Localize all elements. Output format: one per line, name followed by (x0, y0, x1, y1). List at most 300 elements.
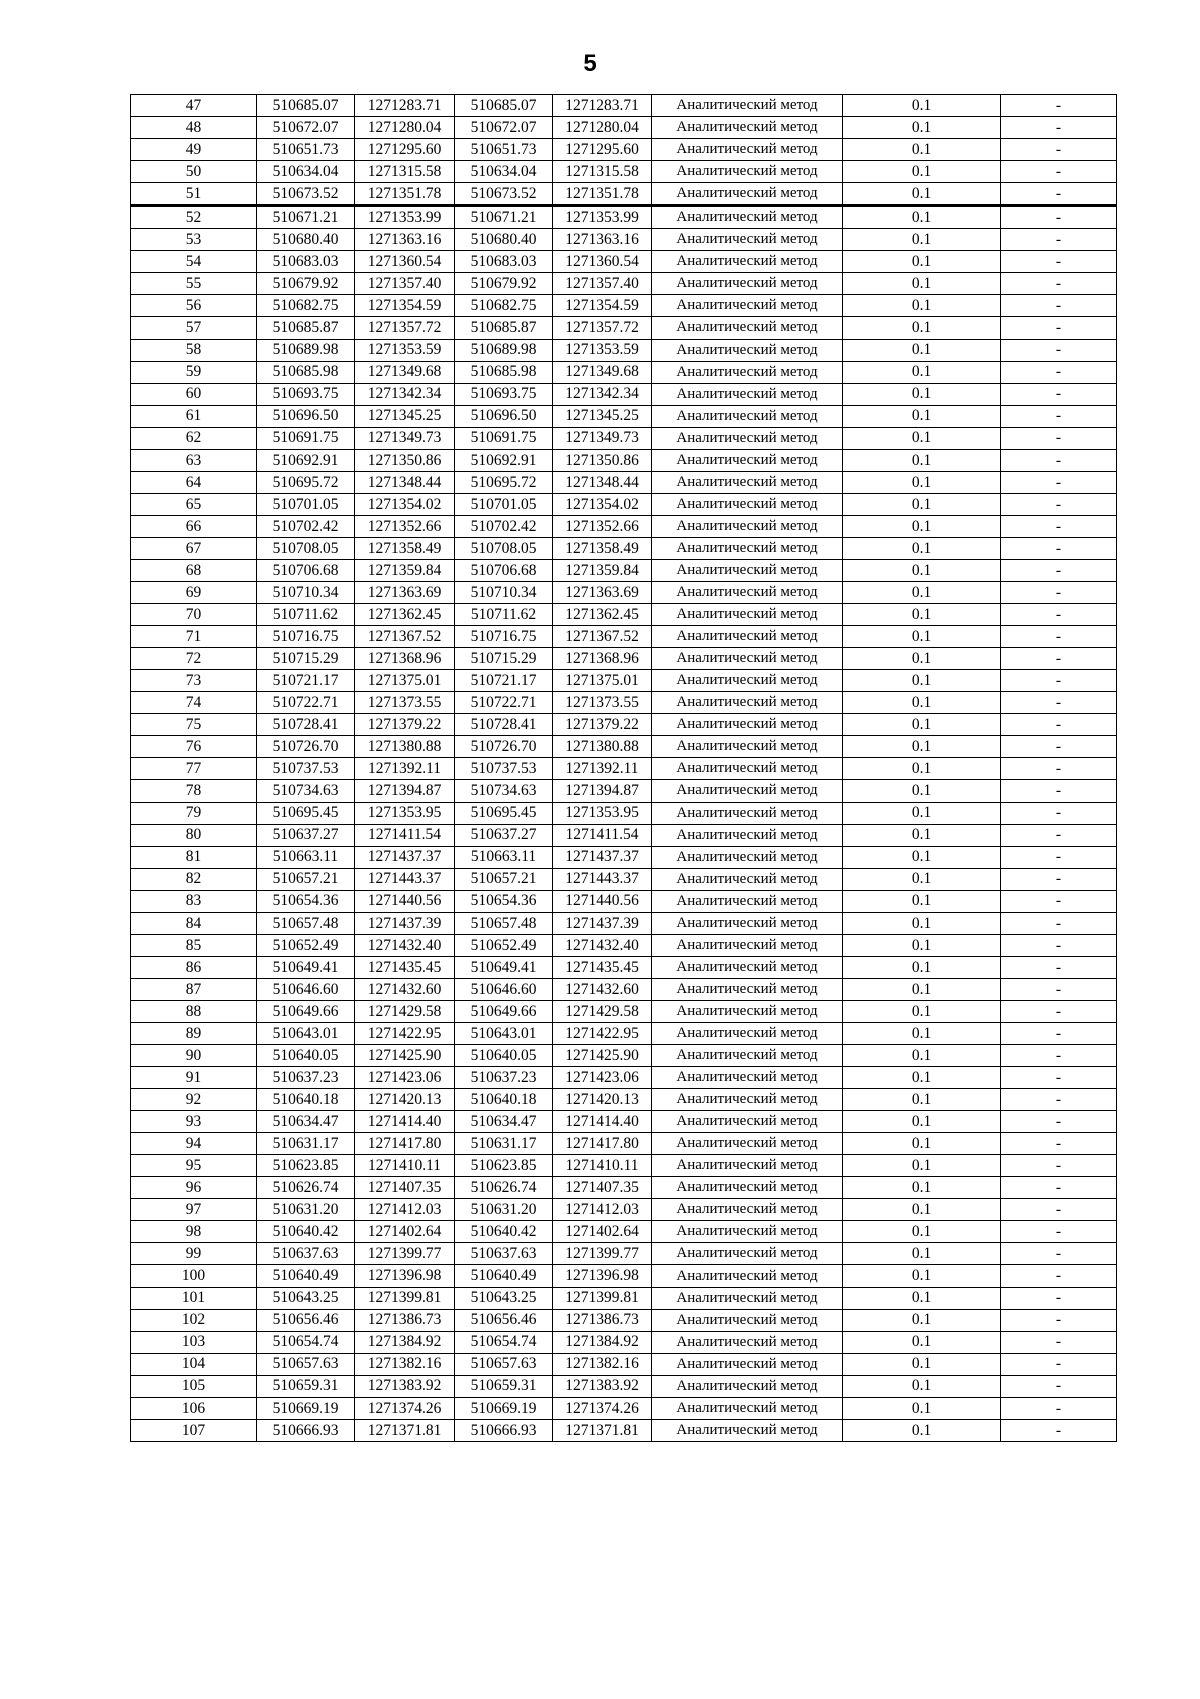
x-cell: 510656.46 (455, 1309, 553, 1331)
y-cell: 1271357.40 (355, 273, 455, 295)
point-number-cell: 53 (131, 229, 257, 251)
point-number-cell: 103 (131, 1331, 257, 1353)
y-cell: 1271386.73 (553, 1309, 652, 1331)
x-cell: 510631.20 (455, 1199, 553, 1221)
y-cell: 1271349.68 (553, 361, 652, 383)
x-cell: 510679.92 (455, 273, 553, 295)
precision-cell: 0.1 (843, 692, 1001, 714)
x-cell: 510708.05 (455, 537, 553, 559)
y-cell: 1271352.66 (355, 515, 455, 537)
note-cell: - (1001, 1022, 1117, 1044)
point-number-cell: 97 (131, 1199, 257, 1221)
method-cell: Аналитический метод (652, 1177, 843, 1199)
x-cell: 510640.49 (455, 1265, 553, 1287)
note-cell: - (1001, 582, 1117, 604)
y-cell: 1271342.34 (553, 383, 652, 405)
method-cell: Аналитический метод (652, 229, 843, 251)
y-cell: 1271357.72 (553, 317, 652, 339)
x-cell: 510634.47 (455, 1111, 553, 1133)
y-cell: 1271402.64 (355, 1221, 455, 1243)
table-row (131, 361, 1117, 383)
precision-cell: 0.1 (843, 139, 1001, 161)
precision-cell: 0.1 (843, 317, 1001, 339)
precision-cell: 0.1 (843, 1375, 1001, 1397)
precision-cell: 0.1 (843, 361, 1001, 383)
x-cell: 510631.17 (455, 1133, 553, 1155)
y-cell: 1271383.92 (553, 1375, 652, 1397)
y-cell: 1271407.35 (355, 1177, 455, 1199)
table-row (131, 780, 1117, 802)
y-cell: 1271411.54 (553, 824, 652, 846)
note-cell: - (1001, 780, 1117, 802)
y-cell: 1271353.59 (553, 339, 652, 361)
x-cell: 510643.01 (257, 1022, 355, 1044)
x-cell: 510711.62 (257, 604, 355, 626)
point-number-cell: 87 (131, 978, 257, 1000)
note-cell: - (1001, 670, 1117, 692)
table-row (131, 1397, 1117, 1419)
note-cell: - (1001, 537, 1117, 559)
y-cell: 1271382.16 (553, 1353, 652, 1375)
precision-cell: 0.1 (843, 1419, 1001, 1441)
x-cell: 510685.98 (257, 361, 355, 383)
note-cell: - (1001, 1353, 1117, 1375)
table-body (131, 95, 1117, 1442)
precision-cell: 0.1 (843, 1309, 1001, 1331)
table-row (131, 1353, 1117, 1375)
note-cell: - (1001, 361, 1117, 383)
point-number-cell: 47 (131, 95, 257, 117)
x-cell: 510640.05 (257, 1045, 355, 1067)
x-cell: 510685.07 (455, 95, 553, 117)
y-cell: 1271379.22 (553, 714, 652, 736)
y-cell: 1271360.54 (553, 251, 652, 273)
method-cell: Аналитический метод (652, 295, 843, 317)
precision-cell: 0.1 (843, 1221, 1001, 1243)
x-cell: 510623.85 (455, 1155, 553, 1177)
method-cell: Аналитический метод (652, 890, 843, 912)
table-row (131, 736, 1117, 758)
point-number-cell: 64 (131, 471, 257, 493)
note-cell: - (1001, 317, 1117, 339)
method-cell: Аналитический метод (652, 117, 843, 139)
point-number-cell: 59 (131, 361, 257, 383)
precision-cell: 0.1 (843, 1089, 1001, 1111)
point-number-cell: 79 (131, 802, 257, 824)
precision-cell: 0.1 (843, 1397, 1001, 1419)
method-cell: Аналитический метод (652, 670, 843, 692)
x-cell: 510640.05 (455, 1045, 553, 1067)
x-cell: 510685.87 (455, 317, 553, 339)
y-cell: 1271383.92 (355, 1375, 455, 1397)
y-cell: 1271392.11 (355, 758, 455, 780)
x-cell: 510640.49 (257, 1265, 355, 1287)
coordinates-table (130, 94, 1117, 1442)
method-cell: Аналитический метод (652, 1287, 843, 1309)
x-cell: 510702.42 (455, 515, 553, 537)
y-cell: 1271342.34 (355, 383, 455, 405)
x-cell: 510666.93 (455, 1419, 553, 1441)
table-row (131, 1045, 1117, 1067)
y-cell: 1271437.39 (355, 912, 455, 934)
note-cell: - (1001, 1375, 1117, 1397)
y-cell: 1271349.73 (553, 427, 652, 449)
method-cell: Аналитический метод (652, 1221, 843, 1243)
table-row (131, 493, 1117, 515)
x-cell: 510669.19 (257, 1397, 355, 1419)
note-cell: - (1001, 295, 1117, 317)
precision-cell: 0.1 (843, 1243, 1001, 1265)
x-cell: 510711.62 (455, 604, 553, 626)
point-number-cell: 89 (131, 1022, 257, 1044)
y-cell: 1271358.49 (355, 537, 455, 559)
table-row (131, 934, 1117, 956)
y-cell: 1271399.81 (355, 1287, 455, 1309)
point-number-cell: 51 (131, 183, 257, 206)
table-row (131, 604, 1117, 626)
table-row (131, 1243, 1117, 1265)
y-cell: 1271351.78 (553, 183, 652, 206)
x-cell: 510689.98 (455, 339, 553, 361)
x-cell: 510691.75 (455, 427, 553, 449)
method-cell: Аналитический метод (652, 934, 843, 956)
table-row (131, 824, 1117, 846)
x-cell: 510631.20 (257, 1199, 355, 1221)
y-cell: 1271384.92 (553, 1331, 652, 1353)
x-cell: 510682.75 (455, 295, 553, 317)
precision-cell: 0.1 (843, 183, 1001, 206)
y-cell: 1271392.11 (553, 758, 652, 780)
y-cell: 1271435.45 (553, 956, 652, 978)
table-row (131, 1111, 1117, 1133)
precision-cell: 0.1 (843, 670, 1001, 692)
x-cell: 510643.25 (455, 1287, 553, 1309)
precision-cell: 0.1 (843, 1133, 1001, 1155)
note-cell: - (1001, 383, 1117, 405)
point-number-cell: 96 (131, 1177, 257, 1199)
x-cell: 510640.18 (455, 1089, 553, 1111)
x-cell: 510695.72 (257, 471, 355, 493)
x-cell: 510722.71 (257, 692, 355, 714)
x-cell: 510680.40 (257, 229, 355, 251)
point-number-cell: 92 (131, 1089, 257, 1111)
point-number-cell: 77 (131, 758, 257, 780)
y-cell: 1271443.37 (355, 868, 455, 890)
x-cell: 510701.05 (257, 493, 355, 515)
y-cell: 1271432.40 (553, 934, 652, 956)
method-cell: Аналитический метод (652, 1331, 843, 1353)
x-cell: 510706.68 (257, 559, 355, 581)
x-cell: 510657.21 (455, 868, 553, 890)
point-number-cell: 52 (131, 206, 257, 229)
table-row (131, 295, 1117, 317)
method-cell: Аналитический метод (652, 1155, 843, 1177)
table-row (131, 161, 1117, 183)
point-number-cell: 85 (131, 934, 257, 956)
x-cell: 510715.29 (455, 648, 553, 670)
y-cell: 1271396.98 (553, 1265, 652, 1287)
point-number-cell: 102 (131, 1309, 257, 1331)
table-row (131, 427, 1117, 449)
x-cell: 510721.17 (257, 670, 355, 692)
y-cell: 1271371.81 (553, 1419, 652, 1441)
precision-cell: 0.1 (843, 251, 1001, 273)
note-cell: - (1001, 824, 1117, 846)
x-cell: 510654.74 (455, 1331, 553, 1353)
table-row (131, 229, 1117, 251)
note-cell: - (1001, 493, 1117, 515)
x-cell: 510663.11 (257, 846, 355, 868)
method-cell: Аналитический метод (652, 1111, 843, 1133)
x-cell: 510663.11 (455, 846, 553, 868)
y-cell: 1271410.11 (553, 1155, 652, 1177)
table-row (131, 692, 1117, 714)
x-cell: 510654.74 (257, 1331, 355, 1353)
point-number-cell: 107 (131, 1419, 257, 1441)
y-cell: 1271382.16 (355, 1353, 455, 1375)
note-cell: - (1001, 1309, 1117, 1331)
point-number-cell: 60 (131, 383, 257, 405)
y-cell: 1271363.16 (553, 229, 652, 251)
precision-cell: 0.1 (843, 493, 1001, 515)
method-cell: Аналитический метод (652, 161, 843, 183)
method-cell: Аналитический метод (652, 427, 843, 449)
y-cell: 1271423.06 (553, 1067, 652, 1089)
x-cell: 510626.74 (257, 1177, 355, 1199)
point-number-cell: 49 (131, 139, 257, 161)
note-cell: - (1001, 339, 1117, 361)
precision-cell: 0.1 (843, 1199, 1001, 1221)
method-cell: Аналитический метод (652, 383, 843, 405)
table-row (131, 273, 1117, 295)
table-row (131, 206, 1117, 229)
note-cell: - (1001, 229, 1117, 251)
precision-cell: 0.1 (843, 736, 1001, 758)
note-cell: - (1001, 802, 1117, 824)
table-row (131, 670, 1117, 692)
x-cell: 510692.91 (455, 449, 553, 471)
method-cell: Аналитический метод (652, 648, 843, 670)
point-number-cell: 68 (131, 559, 257, 581)
method-cell: Аналитический метод (652, 317, 843, 339)
note-cell: - (1001, 161, 1117, 183)
point-number-cell: 98 (131, 1221, 257, 1243)
note-cell: - (1001, 868, 1117, 890)
precision-cell: 0.1 (843, 1331, 1001, 1353)
x-cell: 510637.63 (257, 1243, 355, 1265)
y-cell: 1271394.87 (553, 780, 652, 802)
precision-cell: 0.1 (843, 1265, 1001, 1287)
note-cell: - (1001, 1243, 1117, 1265)
y-cell: 1271437.37 (355, 846, 455, 868)
precision-cell: 0.1 (843, 912, 1001, 934)
point-number-cell: 62 (131, 427, 257, 449)
x-cell: 510637.27 (455, 824, 553, 846)
x-cell: 510666.93 (257, 1419, 355, 1441)
note-cell: - (1001, 692, 1117, 714)
method-cell: Аналитический метод (652, 493, 843, 515)
x-cell: 510640.42 (257, 1221, 355, 1243)
precision-cell: 0.1 (843, 427, 1001, 449)
y-cell: 1271429.58 (355, 1000, 455, 1022)
y-cell: 1271359.84 (355, 559, 455, 581)
y-cell: 1271348.44 (355, 471, 455, 493)
note-cell: - (1001, 559, 1117, 581)
precision-cell: 0.1 (843, 934, 1001, 956)
y-cell: 1271368.96 (355, 648, 455, 670)
table-row (131, 117, 1117, 139)
point-number-cell: 66 (131, 515, 257, 537)
x-cell: 510683.03 (257, 251, 355, 273)
y-cell: 1271432.40 (355, 934, 455, 956)
y-cell: 1271353.99 (553, 206, 652, 229)
note-cell: - (1001, 736, 1117, 758)
point-number-cell: 82 (131, 868, 257, 890)
method-cell: Аналитический метод (652, 1309, 843, 1331)
x-cell: 510657.21 (257, 868, 355, 890)
precision-cell: 0.1 (843, 339, 1001, 361)
note-cell: - (1001, 206, 1117, 229)
method-cell: Аналитический метод (652, 758, 843, 780)
note-cell: - (1001, 1067, 1117, 1089)
note-cell: - (1001, 139, 1117, 161)
point-number-cell: 61 (131, 405, 257, 427)
y-cell: 1271443.37 (553, 868, 652, 890)
x-cell: 510652.49 (455, 934, 553, 956)
method-cell: Аналитический метод (652, 692, 843, 714)
precision-cell: 0.1 (843, 758, 1001, 780)
method-cell: Аналитический метод (652, 449, 843, 471)
method-cell: Аналитический метод (652, 846, 843, 868)
x-cell: 510693.75 (455, 383, 553, 405)
x-cell: 510656.46 (257, 1309, 355, 1331)
note-cell: - (1001, 714, 1117, 736)
point-number-cell: 105 (131, 1375, 257, 1397)
note-cell: - (1001, 912, 1117, 934)
y-cell: 1271359.84 (553, 559, 652, 581)
y-cell: 1271357.40 (553, 273, 652, 295)
precision-cell: 0.1 (843, 1155, 1001, 1177)
method-cell: Аналитический метод (652, 183, 843, 206)
x-cell: 510702.42 (257, 515, 355, 537)
method-cell: Аналитический метод (652, 978, 843, 1000)
precision-cell: 0.1 (843, 559, 1001, 581)
note-cell: - (1001, 934, 1117, 956)
x-cell: 510726.70 (455, 736, 553, 758)
table-row (131, 405, 1117, 427)
y-cell: 1271349.68 (355, 361, 455, 383)
y-cell: 1271423.06 (355, 1067, 455, 1089)
x-cell: 510646.60 (257, 978, 355, 1000)
precision-cell: 0.1 (843, 1287, 1001, 1309)
x-cell: 510640.42 (455, 1221, 553, 1243)
precision-cell: 0.1 (843, 515, 1001, 537)
note-cell: - (1001, 405, 1117, 427)
table-row (131, 582, 1117, 604)
x-cell: 510710.34 (455, 582, 553, 604)
method-cell: Аналитический метод (652, 1022, 843, 1044)
note-cell: - (1001, 1221, 1117, 1243)
y-cell: 1271351.78 (355, 183, 455, 206)
point-number-cell: 101 (131, 1287, 257, 1309)
method-cell: Аналитический метод (652, 1089, 843, 1111)
point-number-cell: 84 (131, 912, 257, 934)
y-cell: 1271363.69 (553, 582, 652, 604)
y-cell: 1271315.58 (553, 161, 652, 183)
method-cell: Аналитический метод (652, 95, 843, 117)
table-row (131, 1000, 1117, 1022)
table-row (131, 139, 1117, 161)
x-cell: 510721.17 (455, 670, 553, 692)
note-cell: - (1001, 978, 1117, 1000)
table-row (131, 1287, 1117, 1309)
table-row (131, 183, 1117, 206)
method-cell: Аналитический метод (652, 1045, 843, 1067)
x-cell: 510689.98 (257, 339, 355, 361)
x-cell: 510685.07 (257, 95, 355, 117)
point-number-cell: 65 (131, 493, 257, 515)
x-cell: 510637.23 (455, 1067, 553, 1089)
point-number-cell: 93 (131, 1111, 257, 1133)
y-cell: 1271411.54 (355, 824, 455, 846)
method-cell: Аналитический метод (652, 956, 843, 978)
y-cell: 1271357.72 (355, 317, 455, 339)
note-cell: - (1001, 1287, 1117, 1309)
x-cell: 510652.49 (257, 934, 355, 956)
table-row (131, 1089, 1117, 1111)
y-cell: 1271435.45 (355, 956, 455, 978)
x-cell: 510708.05 (257, 537, 355, 559)
method-cell: Аналитический метод (652, 714, 843, 736)
y-cell: 1271402.64 (553, 1221, 652, 1243)
table-row (131, 1419, 1117, 1441)
y-cell: 1271358.49 (553, 537, 652, 559)
y-cell: 1271373.55 (355, 692, 455, 714)
y-cell: 1271432.60 (355, 978, 455, 1000)
x-cell: 510722.71 (455, 692, 553, 714)
note-cell: - (1001, 1177, 1117, 1199)
y-cell: 1271380.88 (355, 736, 455, 758)
x-cell: 510710.34 (257, 582, 355, 604)
note-cell: - (1001, 890, 1117, 912)
table-row (131, 251, 1117, 273)
y-cell: 1271425.90 (355, 1045, 455, 1067)
x-cell: 510685.98 (455, 361, 553, 383)
method-cell: Аналитический метод (652, 1419, 843, 1441)
table-row (131, 1177, 1117, 1199)
x-cell: 510671.21 (455, 206, 553, 229)
y-cell: 1271425.90 (553, 1045, 652, 1067)
method-cell: Аналитический метод (652, 736, 843, 758)
y-cell: 1271353.95 (355, 802, 455, 824)
x-cell: 510716.75 (257, 626, 355, 648)
point-number-cell: 99 (131, 1243, 257, 1265)
precision-cell: 0.1 (843, 117, 1001, 139)
precision-cell: 0.1 (843, 1000, 1001, 1022)
precision-cell: 0.1 (843, 868, 1001, 890)
table-row (131, 1067, 1117, 1089)
method-cell: Аналитический метод (652, 515, 843, 537)
table-row (131, 515, 1117, 537)
point-number-cell: 81 (131, 846, 257, 868)
x-cell: 510734.63 (455, 780, 553, 802)
note-cell: - (1001, 1331, 1117, 1353)
x-cell: 510631.17 (257, 1133, 355, 1155)
y-cell: 1271414.40 (553, 1111, 652, 1133)
x-cell: 510659.31 (257, 1375, 355, 1397)
point-number-cell: 50 (131, 161, 257, 183)
y-cell: 1271407.35 (553, 1177, 652, 1199)
